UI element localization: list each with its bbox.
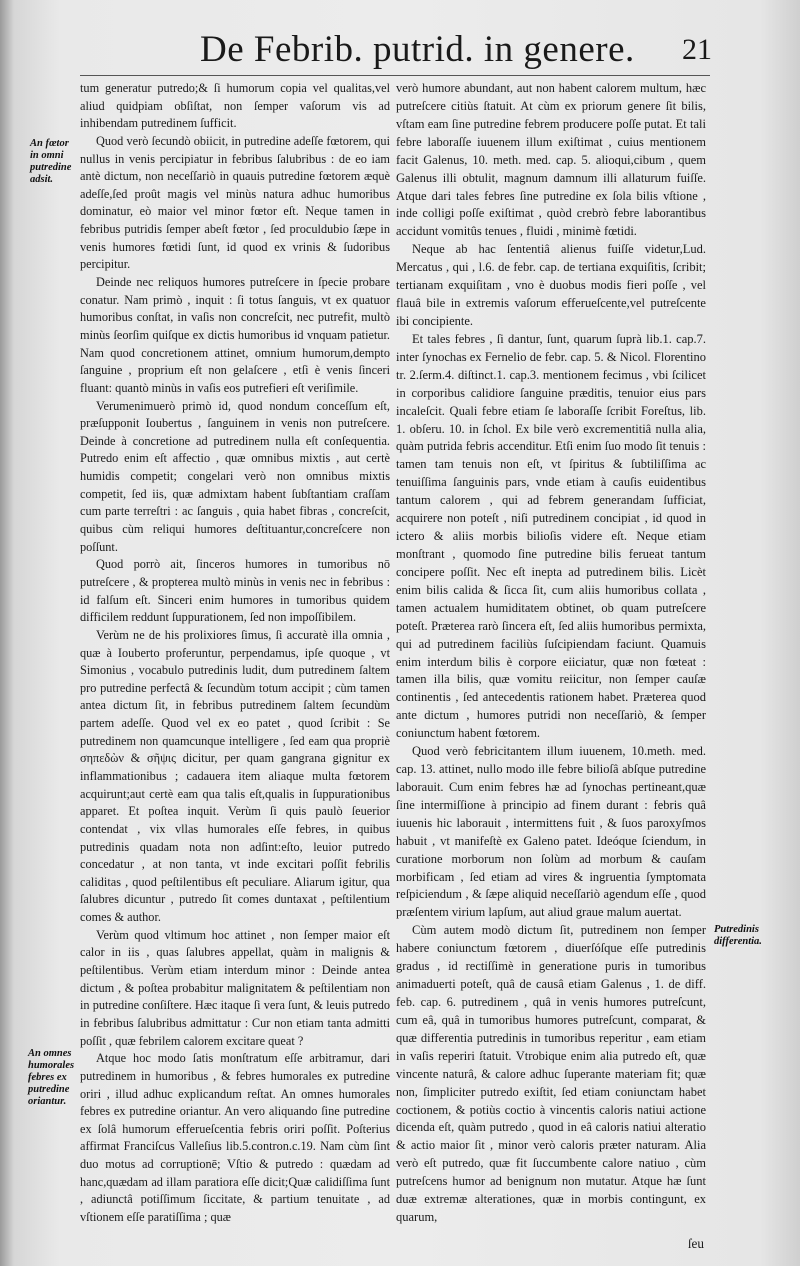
paragraph: Quod verò ſecundò obiicit, in putredine adeſſe fœtorem, qui nullus in venis percipiatur in febribus ſalubribus : de eo iam antè dictum, non neceſſariò in quauis putredine fœtorem æquè adeſſe,ſed proût magis vel minùs natura adhuc humoribus dominatur, eò maior vel minor fœtor eſt. Neque tamen in febribus putridis ſemper abeſt fœtor , ſed proculdubio ſæpe in venis humores fœtidi ſunt, id quod ex vrinis & ſudoribus percipitur. [80, 133, 390, 272]
paragraph: Cùm autem modò dictum ſit, putredinem non ſemper habere coniunctum fœtorem , diuerſóſque eſſe putredinis gradus , id rectiſſimè in generatione puris in tumoribus animaduerti poteſt, quâ de causâ etiam Galenus , 1. de diff. feb. cap. 6. putredinem , quâ in venis humores putreſcunt, cum eâ, quâ in tumoribus humores putreſcunt, comparat, & quæ differentia putredinis in tumoribus reperitur , eam etiam in vaſis reperiri ſtatuit. Vtrobique enim alia putredo eſt, quæ vincente naturâ, & calore adhuc ſuperante materiam fit; quæ non, ſimpliciter putredo exiſtit, ſed etiam coniunctam habet coctionem, & potiùs coctio à vincentis caloris natiui actione dicenda eſt, quàm putredo , quod in eâ caloris natiui alteratio & actio maior ſit , minor verò caloris præter naturam. Alia verò eſt putredo, quæ fit ſuccumbente calore natiuo , cùm putreſcens humor ad benignum non mutatur. Atque hæ ſunt duæ extremæ alterationes, quæ in morbis contingunt, ex quarum, [396, 923, 706, 1225]
paragraph: Et tales febres , ſi dantur, ſunt, quarum ſuprà lib.1. cap.7. inter ſynochas ex Fernelio de febr. cap. 5. & Nicol. Florentino tr. 2.ſerm.4. diſtinct.1. cap.3. mentionem fecimus , vbi ſcilicet in corporibus calidiore ſanguine præditis, tenuior eius pars incaleſcit. Quali febre etiam ſe laboraſſe ſcribit Foreſtus, lib. 1. obſeru. 10. in ſchol. Ex bile verò excrementitiâ nulla alia, quàm putrida febris accenditur. Etſi enim ſuo modo ſit tenuis : tamen tam tenuis non eſt, vt ſpiritus & ſubtiliſſima ac tenuiſſima ſanguinis pars, vnde etiam à cauſis euidentibus tantum calorem , qui ad febrem generandam ſufficiat, acquirere non poteſt , niſi putredinem concipiat , id quod in ictero & aliis morbis bilioſis videre eſt. Neque etiam monſtrant , quomodo ſine putredine bilis ferueat tantum concipere poſſit. Nec eſt inepta ad putredinem bilis. Licèt enim bilis calida & ſicca ſit, cum aliis humoribus collata , tamen actualem humiditatem obtinet, ob quam putreſcere poteſt. Præterea rarò ſincera eſt, ſed aliis humoribus permixta, qui ad putredinem faciliùs ſuſcipiendam faciunt. Quamuis enim interdum bilis è corpore eiiciatur, quæ non fœteat : tamen illa bilis, quæ vomitu reiicitur, non ſemper cauſæ continentis , ſed antecedentis rationem habet. Præterea quod ante dictum , humores putridi non neceſſariò, & ſemper coniunctum habent fœtorem. [396, 331, 706, 741]
paragraph: Atque hoc modo ſatis monſtratum eſſe arbitramur, dari putredinem in humoribus , & febres humorales ex putredine oriri , illud adhuc explicandum reſtat. An omnes humorales febres ex putredine oriantur. An vero aliquando ſine putredine ex ſolâ humorum efferueſcentia febris oriri poſſit. Poſterius affirmat Franciſcus Valleſius lib.5.contron.c.19. Nam cùm ſint duo motus ad corruptionē; Vſtio & putredo : quædam ad hanc,quædam ad illam paratiora eſſe dicit;Quæ calidiſſima ſunt , adiunctâ potiſſimum ſiccitate, & partium tenuitate , ad vſtionem eſſe paratiſſima ; quæ [80, 1051, 390, 1224]
margin-note: Putredinis differentia. [714, 924, 762, 947]
paragraph: Quod porrò ait, ſinceros humores in tumoribus nō putreſcere , & propterea multò minùs in venis nec in febribus : id falſum eſt. Sinceri enim humores in tumoribus quidem difficilem reddunt ſuppurationem, ſed non impoſſibilem. [80, 557, 390, 625]
right-column [396, 80, 706, 1227]
paragraph: Verumenimuerò primò id, quod nondum conceſſum eſt, præſupponit Ioubertus , ſanguinem in venis non putreſcere. Deinde à concretione ad putredinem nulla eſt conſequentia. Putredo enim eſt affectio , quæ omnibus mixtis , aut certè humidis competit; congelari verò non omnibus mixtis competit, ſed iis, quæ admixtam habent ſubſtantiam craſſam cum parte terreſtri : ac ſanguis , quia habet fibras , concreſcit, quibus cùm reliqui humores deſtituantur,concreſcere non poſſunt. [80, 398, 390, 554]
header-rule [80, 75, 710, 76]
catchword: ſeu [687, 1236, 704, 1251]
paragraph: Deinde nec reliquos humores putreſcere in ſpecie probare conatur. Nam primò , inquit : ſi totus ſanguis, vt ex quatuor humoribus conſtat, in vaſis non concreſcit, nec putrefit, multò minùs ſeorſim quiſque ex dictis humoribus id vnquam patietur. Nam quod concretionem attinet, omnium humorum,dempto ſanguine , proprium eſt non gelaſcere , etſi è venis ſinceri fluant: quantò minùs in vaſis eos putrefieri eſt veriſimile. [80, 275, 390, 395]
paragraph: Neque ab hac ſententiâ alienus fuiſſe videtur,Lud. Mercatus , qui , l.6. de febr. cap. de tertiana exquiſitis, ſcribit; tertianam exquiſitam , vno è duobus modis fieri poſſe , vel flauâ bile in extremis vaſorum efferueſcente,vel putreſcente ibi concipiente. [396, 242, 706, 328]
running-title: De Febrib. putrid. in genere. [200, 29, 635, 70]
left-column [80, 80, 390, 1227]
running-header [0, 28, 800, 72]
page-number: 21 [682, 33, 712, 66]
paragraph: Verùm quod vltimum hoc attinet , non ſemper maior eſt calor in iis , quas ſalubres appellat, quàm in malignis & peſtilentibus. Verùm etiam interdum minor : Deinde antea dictum , & poſtea probabitur malignitatem & peſtilentiam non in putredine conſiſtere. Hæc itaque ſi vera ſunt, & leuis putredo in febribus ſalubribus admittatur : Cur non etiam tanta admitti poſſit , quæ febrilem calorem excitare queat ? [80, 927, 390, 1048]
paragraph: verò humore abundant, aut non habent calorem multum, hæc putreſcere citiùs ſtatuit. At cùm ex priorum genere ſit bilis, vſtam eam ſine putredine febrem producere poſſe putat. Et tali febre laboraſſe iuuenem illum exiſtimat , cuius mentionem facit Galenus, 10. meth. med. cap. 5. alioqui,cibum , quem Galenus illi obtulit, magnum damnum illi allaturum fuiſſe. Atque dari tales febres ſine putredine ex ſola bilis vſtione , inde colligi poſſe exiſtimat , quòd crebrò febre laborantibus accidunt vomitûs tenues , fluidi , minimè fœtidi. [396, 81, 706, 239]
paragraph: tum generatur putredo;& ſi humorum copia vel qualitas,vel aliud quidpiam obſiſtat, non ſemper vaſorum vis ad inhibendam putredinem ſufficit. [80, 81, 390, 131]
margin-note: An fœtor in omni putredine adsit. [30, 138, 72, 185]
paragraph: Quod verò febricitantem illum iuuenem, 10.meth. med. cap. 13. attinet, nullo modo ille febre bilioſâ abſque putredine laborauit. Cum enim febres hæ ad ſynochas pertineant,quæ ſine intermiſſione à principio ad finem durant : febris quâ iuuenis hic laborauit , intermittens fuit , & ſuos paroxyſmos habuit , vt manifeſtè ex Galeno patet. Ideóque ſciendum, in curatione morborum non ſolùm ad morbum & cauſam morbificam , ſed etiam ad vires & ingruentia ſymptomata reſpiciendum , & ſæpe aliquid neceſſariò agendum eſſe , quod præſentem virium lapſum, aut aliud graue malum auertat. [396, 744, 706, 920]
margin-note: An omnes humorales febres ex putredine oriantur. [28, 1048, 75, 1107]
paragraph: Verùm ne de his prolixiores ſimus, ſi accuratè illa omnia , quæ à Iouberto proferuntur, perpendamus, ipſe quoque , vt Simonius , vocabulo putredinis ludit, dum putredinem ſaltem pro putredine perfectâ & ſecundùm totum accipit ; cùm tamen antea dictum ſit, in febribus putredinem ſaltem ſecundùm partem adeſſe. Quod vel ex eo patet , quod ſcribit : Se putredinem non quamcunque intelligere , ſed eam qua propriè σηπεδὼν & σῆψις dicitur, per quam gangrana gignitur ex inflammationibus ; cadauera item aliaque multa fœtorem acquirunt;aut certè eam qua talis eſt,qualis in ſuppurationibus apparet. Et poſtea inquit. Verùm ſi quis paulò ſeuerior contendat , vix vllas humorales eſſe febres, in quibus putredinis quadam nota non adſint:eſto, leuior putredo concedatur , at non tanta, vt inde excitari poſſit febrilis caliditas , quod peſtilentibus eſt peculiare. Aliarum igitur, qua ſalubres dicuntur , putredo ſit comes duntaxat , peſtilentium comes & author. [80, 627, 390, 925]
